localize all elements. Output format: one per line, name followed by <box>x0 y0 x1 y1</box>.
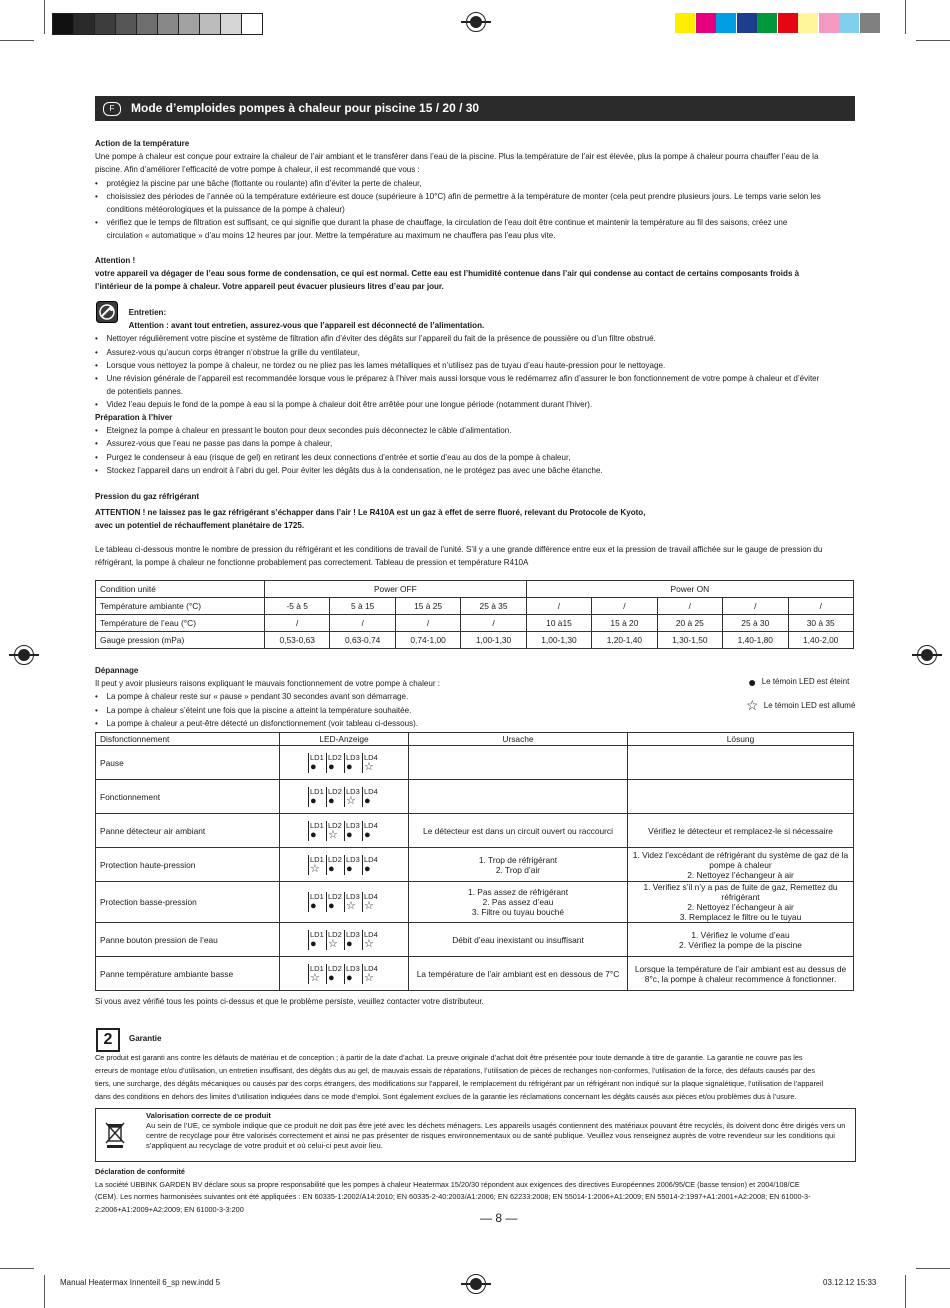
section-heading: Pression du gaz réfrigérant <box>95 491 200 501</box>
print-timestamp: 03.12.12 15:33 <box>823 1278 877 1287</box>
led-cell <box>280 882 409 923</box>
table-cell: 1,40-1,80 <box>723 632 788 649</box>
led-label: LD1 <box>308 753 326 762</box>
cause-cell: Le détecteur est dans un circuit ouvert ou raccourci <box>409 814 628 848</box>
color-swatch <box>860 13 880 33</box>
color-swatch <box>675 13 695 33</box>
led-off-icon: ● <box>308 901 326 912</box>
led-label: LD3 <box>344 821 362 830</box>
bullet-list <box>95 332 825 411</box>
led-label: LD1 <box>308 787 326 796</box>
led-label: LD3 <box>344 787 362 796</box>
page-title: Mode d’emploides pompes à chaleur pour piscine 15 / 20 / 30 <box>131 101 480 115</box>
table-header-row <box>96 733 854 746</box>
led-label: LD2 <box>326 930 344 939</box>
led-label: LD1 <box>308 892 326 901</box>
led-cell <box>280 746 409 780</box>
table-cell: Température de l’eau (°C) <box>96 615 265 632</box>
led-off-icon: ● <box>344 830 362 841</box>
solution-cell <box>628 746 854 780</box>
recycling-box <box>95 1108 856 1162</box>
table-cell: / <box>330 615 395 632</box>
led-label: LD4 <box>362 753 380 762</box>
table-row <box>96 615 854 632</box>
led-on-icon: ☆ <box>326 939 344 950</box>
table-cell: Panne bouton pression de l’eau <box>96 923 280 957</box>
section-heading: Garantie <box>129 1034 162 1043</box>
table-row <box>96 581 854 598</box>
gray-swatch <box>52 13 74 35</box>
list-item: • Une révision générale de l’appareil est recommandée lorsque vous le préparez à l’hiver mais aussi lorsque vous le redémarrez afin d’assurer le bon fonctionnement de votre pompe à chaleur et d’éviter de potentiels pannes. <box>107 372 825 398</box>
color-swatch <box>716 13 736 33</box>
crop-mark <box>905 1275 906 1308</box>
table-cell: / <box>461 615 526 632</box>
registration-mark-icon <box>466 12 486 32</box>
gray-swatch <box>73 13 95 35</box>
list-item: • choisissiez des périodes de l’année où la température extérieure est douce (supérieure à 10°C) afin de permettre à la température de monter (cela peut prendre plusieurs jours. Le temps varie selon les conditions météorologiques et la puissance de la pompe à chaleur) <box>107 190 825 216</box>
table-cell: Panne température ambiante basse <box>96 957 280 991</box>
registration-mark-icon <box>14 645 34 665</box>
section-header <box>95 96 855 121</box>
paragraph: votre appareil va dégager de l’eau sous forme de condensation, ce qui est normal. Cette eau est l’humidité contenue dans l’air qui condense au contact de certains composants froids à l’intérieur de la pompe à chaleur. Votre appareil peut évacuer plusieurs litres d’eau par jour. <box>95 268 800 292</box>
recycling-content <box>146 1111 846 1151</box>
warranty-text: Ce produit est garanti ans contre les défauts de matériau et de conception ; à partir de la date d’achat. La preuve originale d’achat doit être présentée pour toute demande à titre de garantie. La garantie ne couvre pas les erreurs de montage et/ou d’utilisation, un entretien insuffisant, des dégâts dus au gel, de mauvais essais de réparations, l’utilisation de pièces de rechanges non-conformes, l’utilisation de la force, des défauts causés par des tiers, une surcharge, des dégâts mécaniques ou causés par des corps étrangers, des modifications sur l’appareil, le remplacement du réfrigérant par un réfrigérant non indiqué sur la plaque signalétique, l’utilisation de l’appareil dans des conditions en dehors des limites d’utilisation indiquées dans ce mode d’emploi. Sont également exclues de la garantie les réclamations concernant les dégâts causés aux pièces et/ou problèmes dus à l’usure. <box>95 1053 824 1101</box>
conformity-section <box>95 1166 825 1216</box>
table-cell: / <box>395 615 460 632</box>
led-label: LD1 <box>308 930 326 939</box>
table-cell: Gauge pression (mPa) <box>96 632 265 649</box>
cause-cell: Débit d’eau inexistant ou insuffisant <box>409 923 628 957</box>
color-swatch <box>737 13 757 33</box>
crop-mark <box>0 40 34 41</box>
led-label: LD1 <box>308 964 326 973</box>
bullet-list <box>95 177 825 243</box>
solution-cell: 1. Videz l’excédant de réfrigérant du système de gaz de la pompe à chaleur 2. Nettoyez l’échangeur à air <box>628 848 854 882</box>
weee-bin-icon <box>104 1121 126 1154</box>
table-cell: Protection basse-pression <box>96 882 280 923</box>
led-label: LD4 <box>362 821 380 830</box>
cause-cell: 1. Trop de réfrigérant 2. Trop d’air <box>409 848 628 882</box>
table-cell: -5 à 5 <box>265 598 330 615</box>
table-cell: 0,74-1,00 <box>395 632 460 649</box>
table-cell: Condition unité <box>96 581 265 598</box>
solution-cell <box>628 780 854 814</box>
cause-cell: 1. Pas assez de réfrigérant 2. Pas assez d’eau 3. Filtre ou tuyau bouché <box>409 882 628 923</box>
led-off-icon: ● <box>326 973 344 984</box>
table-cell: 15 à 20 <box>592 615 657 632</box>
list-item: • Nettoyer régulièrement votre piscine et système de filtration afin d’éviter des dégâts sur l’appareil du fait de la présence de poussière ou d’un filtre obstrué. <box>107 332 825 345</box>
table-cell: 0,53-0,63 <box>265 632 330 649</box>
table-row <box>96 746 854 780</box>
gray-swatch <box>115 13 137 35</box>
paragraph: Il peut y avoir plusieurs raisons expliquant le mauvais fonctionnement de votre pompe à chaleur : <box>95 678 441 689</box>
column-header: Ursache <box>409 733 628 746</box>
led-label: LD1 <box>308 821 326 830</box>
led-label: LD2 <box>326 855 344 864</box>
winter-section <box>95 411 825 477</box>
solution-cell: Vérifiez le détecteur et remplacez-le si nécessaire <box>628 814 854 848</box>
led-label: LD3 <box>344 930 362 939</box>
crop-mark <box>916 1268 950 1269</box>
led-label: LD1 <box>308 855 326 864</box>
table-cell: Power OFF <box>265 581 527 598</box>
table-cell: 20 à 25 <box>657 615 722 632</box>
table-row <box>96 814 854 848</box>
table-cell: Température ambiante (°C) <box>96 598 265 615</box>
led-label: LD4 <box>362 855 380 864</box>
legend-label: Le témoin LED est allumé <box>763 700 856 710</box>
led-label: LD3 <box>344 964 362 973</box>
led-label: LD3 <box>344 753 362 762</box>
led-indicator-group <box>308 892 380 912</box>
table-cell: / <box>723 598 788 615</box>
warning-text: Attention : avant tout entretien, assurez-vous que l’appareil est déconnecté de l’alimentation. <box>128 320 485 331</box>
section-heading: Déclaration de conformité <box>95 1167 185 1176</box>
list-item: • protégiez la piscine par une bâche (flottante ou roulante) afin d’éviter la perte de chaleur, <box>107 177 825 190</box>
led-off-icon: ● <box>326 901 344 912</box>
led-on-icon: ☆ <box>308 864 326 875</box>
led-label: LD2 <box>326 964 344 973</box>
table-cell: 1,40-2,00 <box>788 632 854 649</box>
bullet-list <box>95 690 671 730</box>
color-swatch <box>839 13 859 33</box>
led-off-icon: ● <box>308 830 326 841</box>
led-on-icon: ☆ <box>344 901 362 912</box>
led-off-icon: ● <box>308 762 326 773</box>
pressure-table <box>95 580 854 649</box>
table-row <box>96 957 854 991</box>
led-label: LD4 <box>362 930 380 939</box>
cause-cell <box>409 780 628 814</box>
list-item: • La pompe à chaleur s’éteint une fois que la piscine a atteint la température souhaitée. <box>107 704 671 717</box>
troubleshooting-footer: Si vous avez vérifié tous les points ci-dessus et que le problème persiste, veuillez contacter votre distributeur. <box>95 996 484 1006</box>
maintenance-section <box>95 306 825 412</box>
led-label: LD4 <box>362 892 380 901</box>
table-cell: 0,63-0,74 <box>330 632 395 649</box>
led-indicator-group <box>308 855 380 875</box>
gray-swatch <box>157 13 179 35</box>
list-item: • Lorsque vous nettoyez la pompe à chaleur, ne tordez ou ne pliez pas les lames métalliques et n’utilisez pas de tuyau d’eau haute-pression pour le nettoyage. <box>107 359 825 372</box>
led-on-icon: ☆ <box>362 901 380 912</box>
table-cell: Power ON <box>526 581 853 598</box>
led-on-icon: ☆ <box>746 697 759 713</box>
paragraph: Une pompe à chaleur est conçue pour extraire la chaleur de l’air ambiant et le transférer dans l’eau de la piscine. Plus la température de l’air est élevée, plus la pompe à chaleur pourra chauffer l’eau de la piscine. Afin d’améliorer l’efficacité de votre pompe à chaleur, il est recommandé que vous : <box>95 151 819 175</box>
paragraph: Au sein de l’UE, ce symbole indique que ce produit ne doit pas être jeté avec les déchets ménagers. Les appareils usagés contiennent des matériaux pouvant être recyclés, ils doivent donc être dirigés vers un centre de recyclage pour être valorisés correctement et ainsi ne pas présenter de risques environnementaux ou de santé publique. Veuillez vous renseignez auprès de votre revendeur sur les conditions qui s’appliquent au recyclage de votre produit et où celui-ci peut avoir lieu. <box>146 1121 846 1150</box>
registration-mark-icon <box>917 645 937 665</box>
section-heading: Entretien: <box>128 307 167 317</box>
led-off-icon: ● <box>362 864 380 875</box>
legend-label: Le témoin LED est éteint <box>761 677 850 687</box>
color-swatch <box>819 13 839 33</box>
color-swatch <box>696 13 716 33</box>
paragraph: Le tableau ci-dessous montre le nombre de pression du réfrigérant et les conditions de travail de l’unité. S’il y a une grande différence entre eux et la pression de travail affichée sur le gauge de pression du réfrigérant, la pompe à chaleur ne fonctionne probablement pas correctement. Tableau de pression et température R410A <box>95 543 823 567</box>
list-item: • Assurez-vous que l’eau ne passe pas dans la pompe à chaleur, <box>107 437 825 450</box>
table-cell: 10 à15 <box>526 615 591 632</box>
table-cell: Pause <box>96 746 280 780</box>
led-on-icon: ☆ <box>362 762 380 773</box>
led-cell <box>280 814 409 848</box>
page-number: — 8 — <box>480 1211 518 1225</box>
table-cell: Protection haute-pression <box>96 848 280 882</box>
language-flag: F <box>103 102 121 116</box>
cause-cell: La température de l’air ambiant est en dessous de 7°C <box>409 957 628 991</box>
solution-cell: 1. Verifiez s’il n’y a pas de fuite de gaz, Remettez du réfrigérant 2. Nettoyez l’échangeur à air 3. Remplacez le filtre ou le tuyau <box>628 882 854 923</box>
list-item: • Assurez-vous qu’aucun corps étranger n’obstrue la grille du ventilateur, <box>107 346 825 359</box>
solution-cell: Lorsque la température de l’air ambiant est au dessus de 8°c, la pompe à chaleur recommence à fonctionner. <box>628 957 854 991</box>
section-number-badge: 2 <box>96 1028 120 1052</box>
led-label: LD4 <box>362 787 380 796</box>
led-on-icon: ☆ <box>326 830 344 841</box>
list-item: • vérifiez que le temps de filtration est suffisant, ce qui signifie que durant la phase de chauffage, la circulation de l’eau doit être continue et maintenir la température au fil des saisons, créez une circulation « automatique » d’au moins 12 heures par jour. Mettre la température au maximum ne chauffera pas l’eau plus vite. <box>107 216 825 242</box>
gray-swatch <box>241 13 263 35</box>
section-heading: Valorisation correcte de ce produit <box>146 1111 271 1120</box>
bullet-list <box>95 424 825 477</box>
table-cell: / <box>592 598 657 615</box>
led-off-icon: ● <box>308 796 326 807</box>
table-cell: 5 à 15 <box>330 598 395 615</box>
table-cell: 25 à 35 <box>461 598 526 615</box>
led-label: LD3 <box>344 855 362 864</box>
led-indicator-group <box>308 753 380 773</box>
led-label: LD4 <box>362 964 380 973</box>
crop-mark <box>0 1268 34 1269</box>
led-cell <box>280 780 409 814</box>
table-cell: / <box>657 598 722 615</box>
led-cell <box>280 923 409 957</box>
table-cell: 25 à 30 <box>723 615 788 632</box>
led-indicator-group <box>308 930 380 950</box>
led-label: LD2 <box>326 892 344 901</box>
gray-swatch <box>136 13 158 35</box>
led-label: LD2 <box>326 821 344 830</box>
gray-swatch <box>199 13 221 35</box>
table-cell: / <box>526 598 591 615</box>
table-row <box>96 848 854 882</box>
crop-mark <box>44 0 45 34</box>
crop-mark <box>44 1275 45 1308</box>
troubleshooting-section <box>95 664 671 730</box>
led-label: LD2 <box>326 787 344 796</box>
column-header: Disfonctionnement <box>96 733 280 746</box>
color-swatch <box>798 13 818 33</box>
section-heading: Action de la température <box>95 138 190 148</box>
warning-text: ATTENTION ! ne laissez pas le gaz réfrigérant s’échapper dans l’air ! Le R410A est un gaz à effet de serre fluoré, relevant du Protocole de Kyoto, avec un potentiel de réchauffement planétaire de 1725. <box>95 507 646 531</box>
table-cell: Panne détecteur air ambiant <box>96 814 280 848</box>
list-item: • Videz l’eau depuis le fond de la pompe à eau si la pompe à chaleur doit être arrêtée pour une longue période (notamment durant l’hiver). <box>107 398 825 411</box>
led-on-icon: ☆ <box>362 939 380 950</box>
section-heading: Préparation à l’hiver <box>95 412 173 422</box>
crop-mark <box>905 0 906 34</box>
table-cell: / <box>265 615 330 632</box>
table-cell: 15 à 25 <box>395 598 460 615</box>
led-off-icon: ● <box>308 939 326 950</box>
gray-swatch <box>178 13 200 35</box>
solution-cell: 1. Vérifiez le volume d’eau 2. Vérifiez la pompe de la piscine <box>628 923 854 957</box>
led-off-icon: ● <box>326 796 344 807</box>
table-row <box>96 632 854 649</box>
gray-swatch <box>94 13 116 35</box>
led-off-icon: ● <box>362 830 380 841</box>
temperature-section <box>95 137 825 243</box>
led-off-icon: ● <box>344 973 362 984</box>
table-row <box>96 780 854 814</box>
list-item: • Stockez l’appareil dans un endroit à l’abri du gel. Pour éviter les dégâts dus à la condensation, ne le protégez pas avec une bâche étanche. <box>107 464 825 477</box>
paragraph: La société UBBINK GARDEN BV déclare sous sa propre responsabilité que les pompes à chaleur Heatermax 15/20/30 répondent aux exigences des directives Européennes 2006/95/CE (basse tension) et 2004/108/CE (CEM). Les normes harmonisées suivantes ont été appliquées : EN 60335-1:2002/A14:2010; EN 60335-2-40:2003/A1:2006; EN 62233:2008; EN 55014-1:2006+A1:2009; EN 55014-2:1997+A1:2001+A2:2008; EN 61000-3-2:2006+A1:2009+A2:2009; EN 61000-3-3:200 <box>95 1179 811 1214</box>
table-row <box>96 882 854 923</box>
list-item: • Eteignez la pompe à chaleur en pressant le bouton pour deux secondes puis déconnectez le câble d’alimentation. <box>107 424 825 437</box>
led-off-icon: ● <box>362 796 380 807</box>
gray-swatch <box>220 13 242 35</box>
table-cell: 1,00-1,30 <box>461 632 526 649</box>
attention-section <box>95 254 825 294</box>
led-off-icon: ● <box>748 674 757 690</box>
table-cell: / <box>788 598 854 615</box>
table-cell: 1,20-1,40 <box>592 632 657 649</box>
crop-mark <box>916 40 950 41</box>
table-cell: 30 à 35 <box>788 615 854 632</box>
list-item: • La pompe à chaleur a peut-être détecté un disfonctionnement (voir tableau ci-dessous). <box>107 717 671 730</box>
led-on-icon: ☆ <box>308 973 326 984</box>
led-on-icon: ☆ <box>362 973 380 984</box>
section-heading: Dépannage <box>95 665 139 675</box>
led-on-legend <box>746 697 855 714</box>
cause-cell <box>409 746 628 780</box>
table-cell: Fonctionnement <box>96 780 280 814</box>
led-label: LD3 <box>344 892 362 901</box>
table-row <box>96 598 854 615</box>
led-cell <box>280 957 409 991</box>
color-swatch <box>757 13 777 33</box>
troubleshooting-table <box>95 732 854 991</box>
color-swatch <box>778 13 798 33</box>
led-off-legend <box>748 674 849 690</box>
led-off-icon: ● <box>344 864 362 875</box>
table-cell: 1,00-1,30 <box>526 632 591 649</box>
led-off-icon: ● <box>344 762 362 773</box>
led-indicator-group <box>308 787 380 807</box>
led-label: LD2 <box>326 753 344 762</box>
column-header: LED-Anzeige <box>280 733 409 746</box>
table-cell: 1,30-1,50 <box>657 632 722 649</box>
table-row <box>96 923 854 957</box>
led-indicator-group <box>308 964 380 984</box>
led-off-icon: ● <box>326 762 344 773</box>
file-name: Manual Heatermax Innenteil 6_sp new.indd 5 <box>60 1278 221 1287</box>
list-item: • La pompe à chaleur reste sur « pause » pendant 30 secondes avant son démarrage. <box>107 690 671 703</box>
led-off-icon: ● <box>326 864 344 875</box>
list-item: • Purgez le condenseur à eau (risque de gel) en retirant les deux connections d’entrée et sortie d’eau au dos de la pompe à chaleur, <box>107 451 825 464</box>
gas-section <box>95 490 825 569</box>
led-on-icon: ☆ <box>344 796 362 807</box>
section-heading: Attention ! <box>95 255 136 265</box>
column-header: Lösung <box>628 733 854 746</box>
led-indicator-group <box>308 821 380 841</box>
led-off-icon: ● <box>344 939 362 950</box>
led-cell <box>280 848 409 882</box>
registration-mark-icon <box>466 1274 486 1294</box>
